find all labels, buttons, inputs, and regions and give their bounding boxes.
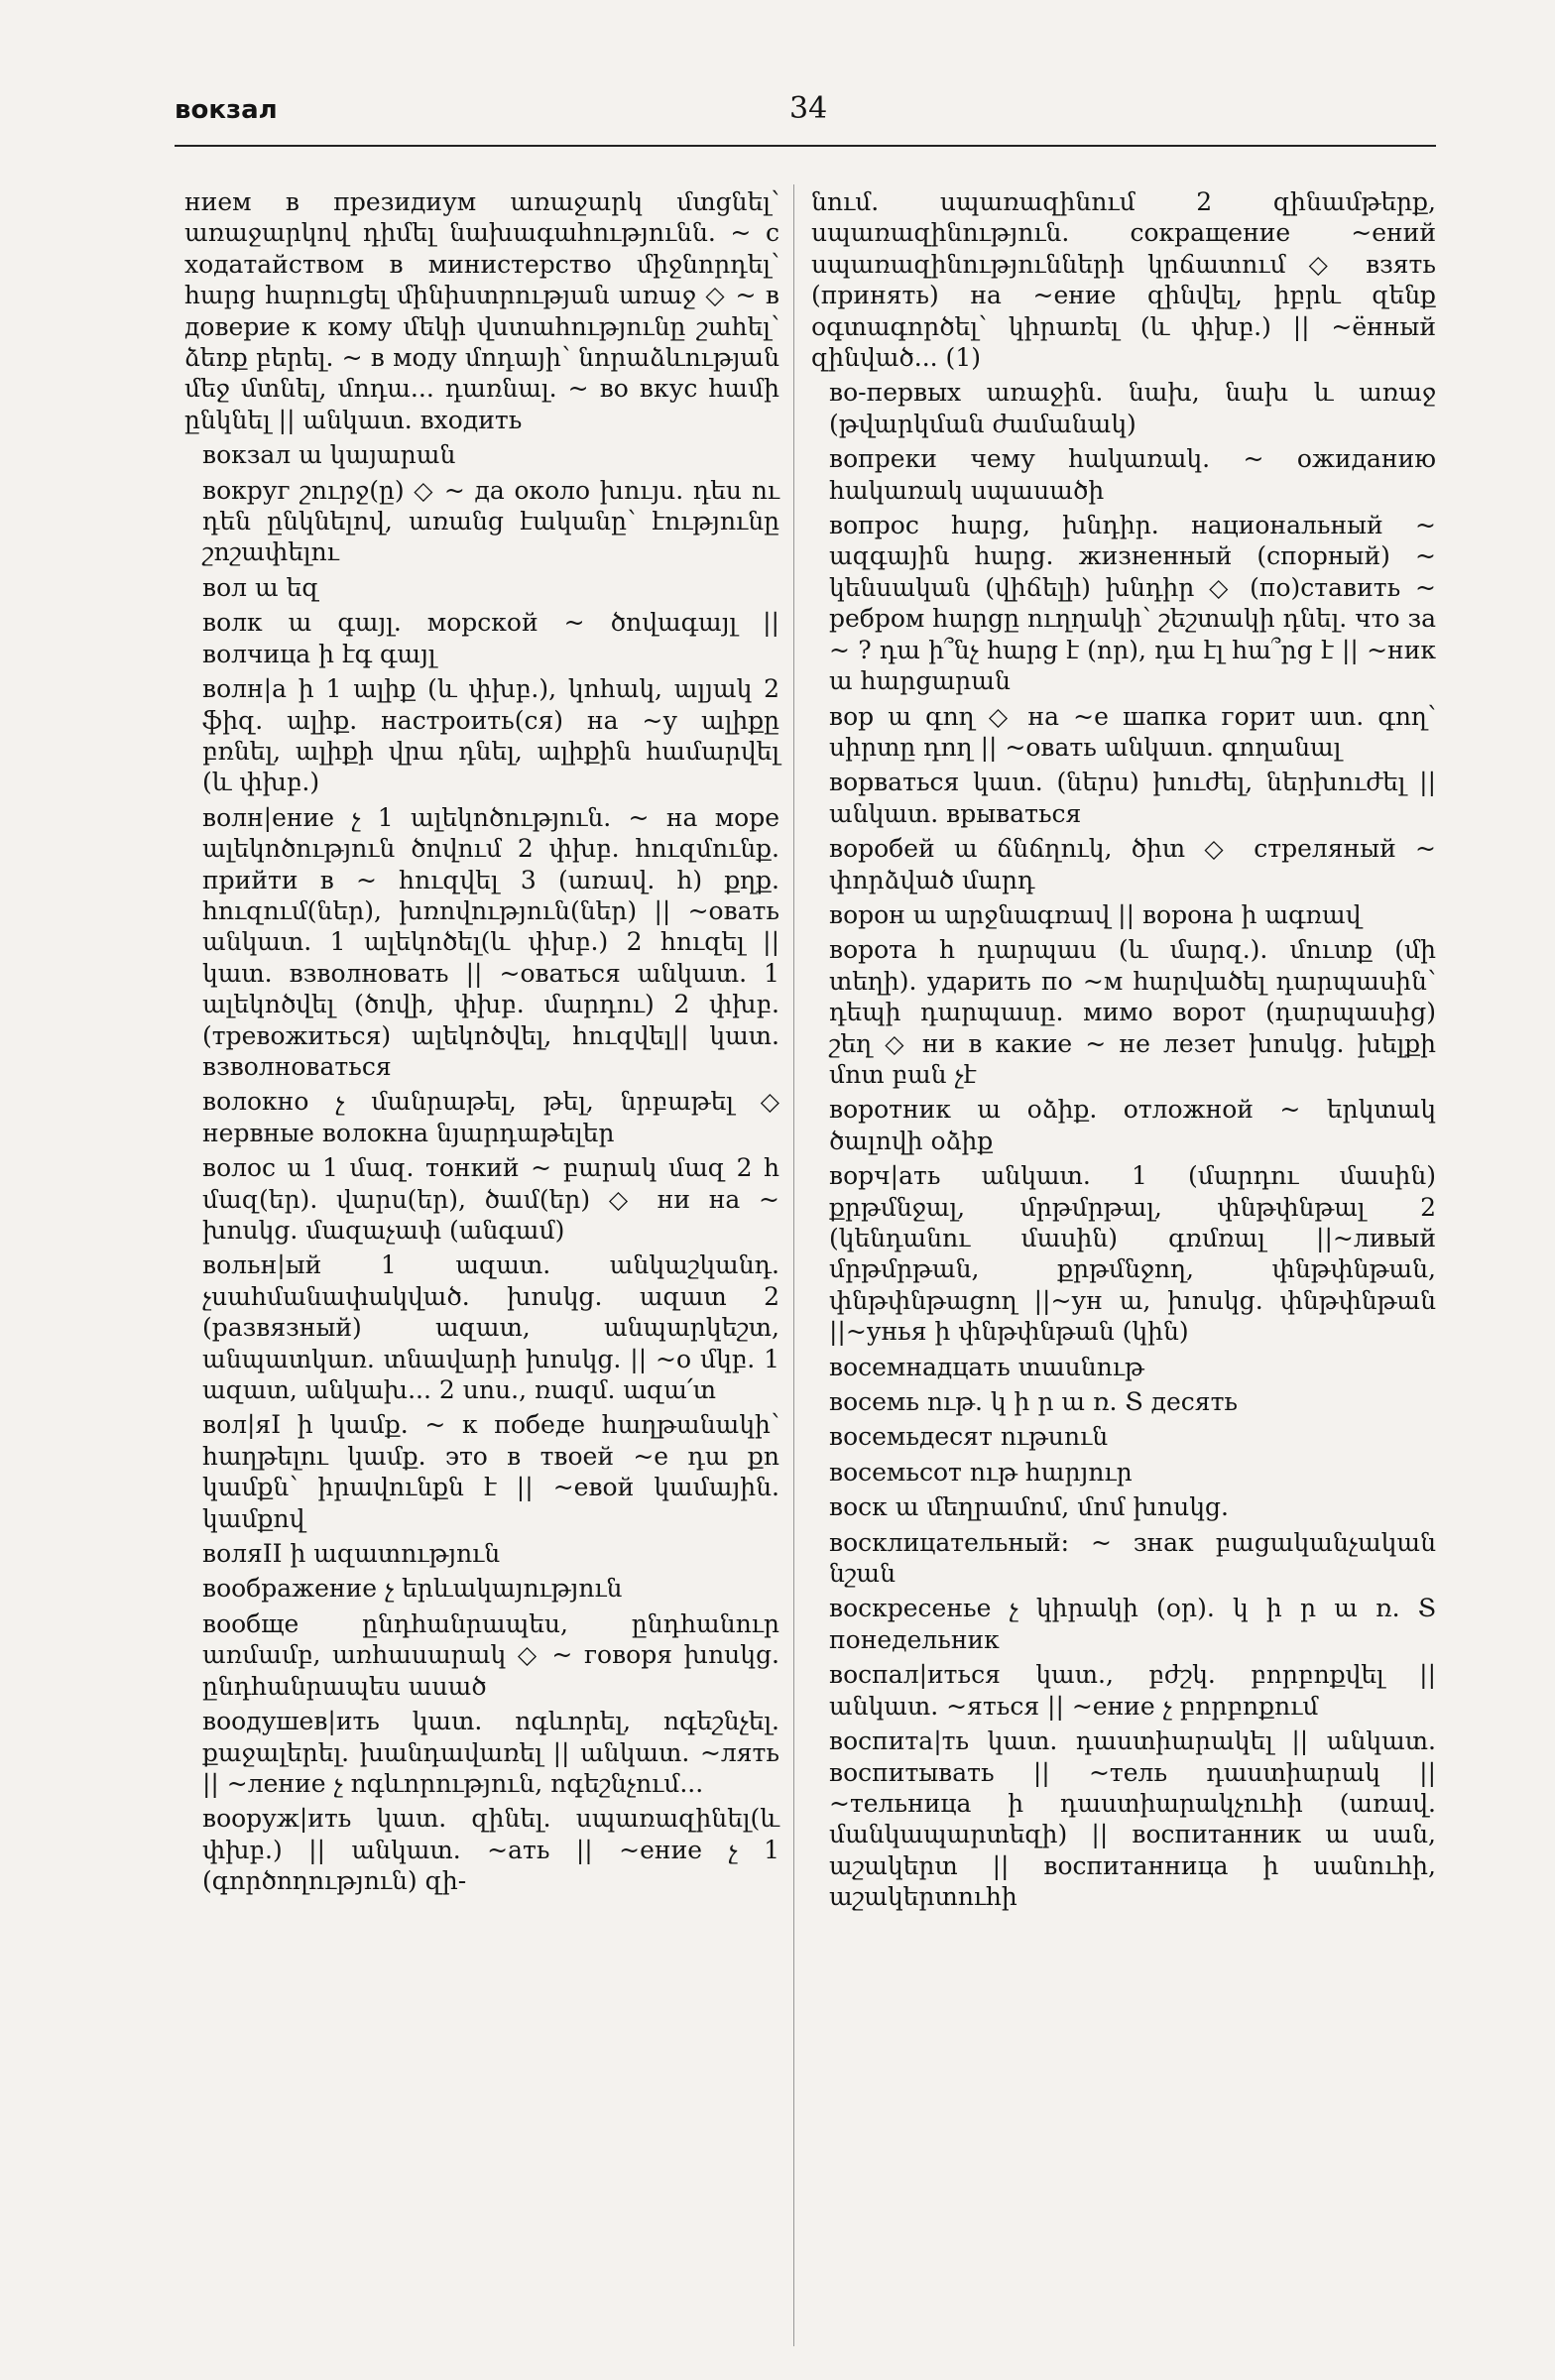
dictionary-entry: ворон ա արջնագռավ || ворона ի ագռավ [829, 899, 1362, 929]
dictionary-entry: вол ա եզ [202, 572, 319, 602]
dictionary-entry: воображение չ երևակայություն [202, 1574, 623, 1604]
dictionary-entry: восемьсот ութ հարյուր [829, 1457, 1133, 1487]
left-column [184, 186, 779, 1901]
dictionary-entry: волн|а ի 1 ալիք (և փխբ.), կոհակ, ալյակ 2 ֆիզ. ալիք. настроить(ся) на ~у ալիքը բռնել, ալիքի վրա դնել, ալիքին համարվել (և փխբ.) [202, 674, 779, 797]
dictionary-entry: восемь ութ. կ ի ր ա ռ. Տ десять [829, 1387, 1239, 1417]
dictionary-entry: волк ա գայլ. морской ~ ծովագայլ || волчица ի էգ գայլ [202, 608, 779, 668]
dictionary-entry: волокно չ մանրաթել, թել, նրբաթել ◇ нервные волокна նյարդաթելեր [202, 1087, 779, 1147]
dictionary-entry: вообще ընդհանրապես, ընդհանուր առմամբ, առհասարակ ◇ ~ говоря խոսկց. ընդհանրապես ասած [202, 1608, 779, 1701]
column-divider [793, 184, 794, 2346]
dictionary-entry: волн|ение չ 1 ալեկոծություն. ~ на море ալեկոծություն ծովում 2 փխբ. հուզմունք. прийти в ~ հուզվել 3 (առավ. հ) քղք. հուզում(ներ), խռովություն(ներ) || ~овать անկատ. 1 ալեկոծել(և փխբ.) 2 հուզել || կատ. взволновать || ~оваться անկատ. 1 ալեկոծվել (ծովի, փխբ. մարդու) 2 փխբ. (тревожиться) ալեկոծվել, հուզվել|| կատ. взволноваться [202, 802, 779, 1081]
dictionary-entry: восемнадцать տասնութ [829, 1352, 1144, 1381]
dictionary-entry: воспал|иться կատ., բժշկ. բորբոքվել || անկատ. ~яться || ~ение չ բորբոքում [829, 1660, 1436, 1721]
dictionary-entry: воспита|ть կատ. դաստիարակել || անկատ. воспитывать || ~тель դաստիարակ || ~тельница ի դաստիարակչուհի (առավ. մանկապարտեզի) || воспитанник ա սան, աշակերտ || воспитанница ի սանուհի, աշակերտուհի [829, 1726, 1436, 1912]
dictionary-entry: нием в президиум առաջարկ մտցնել՝ առաջարկով դիմել նախագահությունն. ~ с ходатайством в министерство միջնորդել՝ հարց հարուցել մինիստրության առաջ ◇ ~ в доверие к кому մեկի վստահությունը շահել՝ ձեռք բերել. ~ в моду մոդայի՝ նորաձևության մեջ մտնել, մոդա... դառնալ. ~ во вкус համի ընկնել || անկատ. входить [184, 187, 779, 434]
running-head: вокзал [175, 95, 278, 125]
dictionary-entry: ворч|ать անկատ. 1 (մարդու մասին) քրթմնջալ, մրթմրթալ, փնթփնթալ 2 (կենդանու մասին) գռմռալ ||~ливый մրթմրթան, քրթմնջող, փնթփնթան, փնթփնթացող ||~ун ա, խոսկց. փնթփնթան ||~унья ի փնթփնթան (կին) [829, 1161, 1436, 1347]
dictionary-entry: вопрос հարց, խնդիր. национальный ~ ազգային հարց. жизненный (спорный) ~ կենսական (վիճելի) խնդիր ◇ (по)ставить ~ ребром հարցը ուղղակի՝ շեշտակի դնել. что за ~ ? դա ի՞նչ հարց է (որ), դա էլ հա՞րց է || ~ник ա հարցարան [829, 511, 1436, 696]
dictionary-entry: во-первых առաջին. նախ, նախ և առաջ (թվարկման ժամանակ) [829, 378, 1436, 438]
dictionary-entry: воодушев|ить կատ. ոգևորել, ոգեշնչել. քաջալերել. խանդավառել || անկատ. ~лять || ~ление չ ոգևորություն, ոգեշնչում... [202, 1707, 779, 1798]
dictionary-entry: воляII ի ազատություն [202, 1539, 501, 1569]
dictionary-entry: воробей ա ճնճղուկ, ծիտ ◇ стреляный ~ փորձված մարդ [829, 834, 1436, 894]
dictionary-entry: ворота հ դարպաս (և մարզ.). մուտք (մի տեղի). ударить по ~м հարվածել դարպասին՝ դեպի դարպասը. мимо ворот (դարպասից) շեղ ◇ ни в какие ~ не лезет խոսկց. խելքի մոտ բան չէ [829, 935, 1436, 1089]
page-header [175, 91, 1436, 141]
dictionary-entry: волос ա 1 մազ. тонкий ~ բարակ մազ 2 հ մազ(եր). վարս(եր), ծամ(եր) ◇ ни на ~ խոսկց. մազաչափ (անգամ) [202, 1153, 779, 1245]
right-column [811, 186, 1436, 1917]
dictionary-entry: вопреки чему հակառակ. ~ ожиданию հակառակ սպասածի [829, 444, 1436, 505]
dictionary-entry: вокруг շուրջ(ը) ◇ ~ да около խույս. դես ու դեն ընկնելով, առանց էականը՝ էությունը շոշափելու [202, 475, 779, 567]
dictionary-entry: вооруж|ить կատ. զինել. սպառազինել(և փխբ.) || անկատ. ~ать || ~ение չ 1 (գործողություն) զի- [202, 1804, 779, 1896]
dictionary-entry: вол|яI ի կամք. ~ к победе հաղթանակի՝ հաղթելու կամք. это в твоей ~е դա քո կամքն՝ իրավունքն է || ~евой կամային. կամքով [202, 1410, 779, 1533]
header-rule [175, 145, 1436, 147]
dictionary-entry: воротник ա օձիք. отложной ~ երկտակ ծալովի օձիք [829, 1095, 1436, 1155]
dictionary-entry: воск ա մեղրամոմ, մոմ խոսկց. [829, 1492, 1229, 1522]
dictionary-entry: նում. սպառազինում 2 զինամթերք, սպառազինություն. сокращение ~ений սպառազինությունների կրճատում ◇ взять (принять) на ~ение զինվել, իբրև զենք օգտագործել՝ կիրառել (և փխբ.) || ~ённый զինված... (1) [811, 187, 1436, 373]
dictionary-entry: вольн|ый 1 ազատ. անկաշկանդ. չսահմանափակված. խոսկց. ազատ 2 (развязный) ազատ, անպարկեշտ, անպատկառ. տնավարի խոսկց. || ~о մկբ. 1 ազատ, անկախ... 2 սոս., ռազմ. ազա՛տ [202, 1250, 779, 1405]
dictionary-entry: вокзал ա կայարան [202, 440, 456, 470]
dictionary-entry: восемьдесят ութսուն [829, 1422, 1109, 1452]
page-number: 34 [789, 91, 828, 126]
dictionary-entry: воскресенье չ կիրակի (օր). կ ի ր ա ռ. Տ понедельник [829, 1594, 1436, 1654]
dictionary-entry: вор ա գող ◇ на ~е шапка горит ատ. գող՝ սիրտը դող || ~овать անկատ. գողանալ [829, 701, 1436, 762]
dictionary-entry: восклицательный: ~ знак բացականչական նշան [829, 1527, 1436, 1589]
dictionary-entry: ворваться կատ. (ներս) խուժել, ներխուժել || անկատ. врываться [829, 768, 1436, 828]
